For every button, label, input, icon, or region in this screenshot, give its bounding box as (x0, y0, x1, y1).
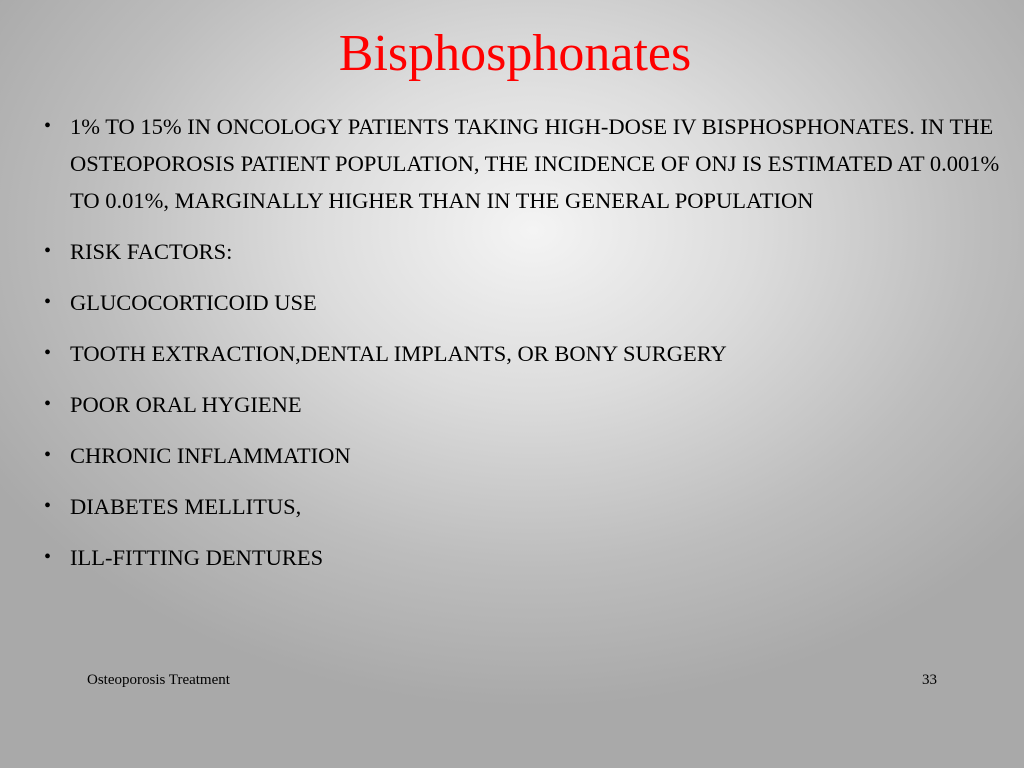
footer-text: Osteoporosis Treatment (87, 672, 230, 688)
bullet-item (44, 335, 1004, 372)
bullet-dot-icon: • (44, 393, 52, 415)
bullet-item (44, 233, 1004, 270)
bullet-dot-icon: • (44, 546, 52, 568)
bullet-dot-icon: • (44, 444, 52, 466)
bullet-text: POOR ORAL HYGIENE (70, 392, 302, 417)
bullet-item (44, 284, 1004, 321)
bullet-text: GLUCOCORTICOID USE (70, 290, 317, 315)
bullet-item (44, 386, 1004, 423)
bullet-dot-icon: • (44, 342, 52, 364)
bullet-text: DIABETES MELLITUS, (70, 494, 302, 519)
bullet-dot-icon: • (44, 115, 52, 137)
page-number: 33 (922, 672, 937, 688)
bullet-item (44, 437, 1004, 474)
slide-title: Bisphosphonates (338, 25, 692, 82)
bullet-text: TOOTH EXTRACTION,DENTAL IMPLANTS, OR BONY SURGERY (70, 341, 727, 366)
bullet-list (44, 108, 1004, 590)
bullet-item (44, 488, 1004, 525)
bullet-text: CHRONIC INFLAMMATION (70, 443, 351, 468)
bullet-item (44, 539, 1004, 576)
bullet-dot-icon: • (44, 495, 52, 517)
bullet-item (44, 108, 1004, 219)
bullet-dot-icon: • (44, 240, 52, 262)
bullet-text: ILL-FITTING DENTURES (70, 545, 324, 570)
bullet-text: RISK FACTORS: (70, 239, 233, 264)
bullet-dot-icon: • (44, 291, 52, 313)
bullet-text: 1% TO 15% IN ONCOLOGY PATIENTS TAKING HIGH-DOSE IV BISPHOSPHONATES. IN THE OSTEOPOROSIS PATIENT POPULATION, THE INCIDENCE OF ONJ IS ESTIMATED AT 0.001% TO 0.01%, MARGINALLY HIGHER THAN IN THE GENERAL POPULATION (70, 114, 1000, 213)
